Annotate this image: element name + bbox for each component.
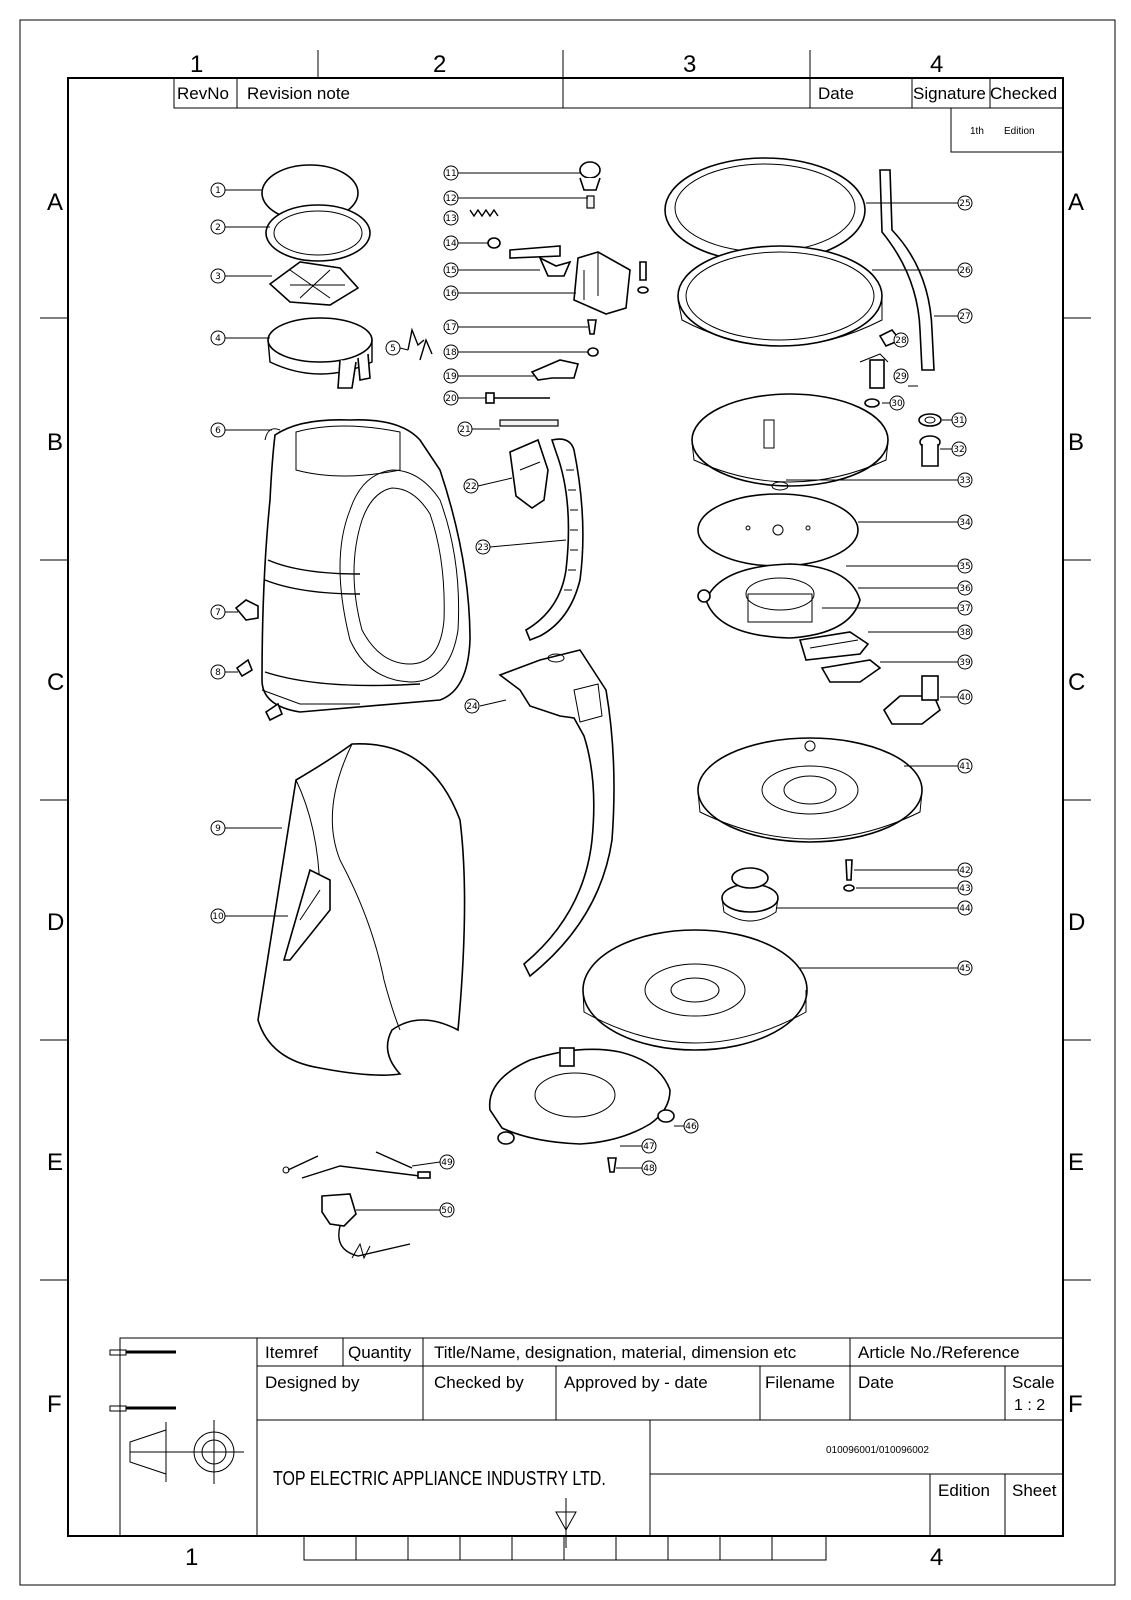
balloon-12 xyxy=(444,191,458,205)
svg-text:15: 15 xyxy=(445,266,457,276)
svg-text:16: 16 xyxy=(445,289,457,299)
part-spring xyxy=(470,210,498,216)
svg-text:35: 35 xyxy=(959,562,971,572)
grid-row-b-right: B xyxy=(1068,429,1085,456)
balloon-33 xyxy=(958,473,972,487)
part-base-screw xyxy=(846,860,852,880)
balloon-30 xyxy=(890,396,904,410)
svg-text:23: 23 xyxy=(477,543,489,553)
part-outer-shell xyxy=(258,744,465,1075)
balloon-10 xyxy=(211,909,225,923)
part-screw-small xyxy=(640,262,646,280)
svg-text:24: 24 xyxy=(466,702,478,712)
svg-text:5: 5 xyxy=(390,344,396,354)
balloon-43 xyxy=(958,881,972,895)
balloon-23 xyxy=(476,540,490,554)
part-fitting xyxy=(920,436,940,466)
part-contact-bracket xyxy=(822,660,880,682)
part-base-plate xyxy=(583,930,807,1050)
title-block xyxy=(120,1338,1063,1548)
company-name: TOP ELECTRIC APPLIANCE INDUSTRY LTD. xyxy=(273,1467,606,1490)
svg-text:7: 7 xyxy=(215,608,221,618)
part-rubber-foot xyxy=(658,1110,674,1122)
svg-text:31: 31 xyxy=(953,416,965,426)
svg-text:21: 21 xyxy=(459,425,471,435)
part-kettle-body xyxy=(262,420,470,712)
approved-by-label: Approved by - date xyxy=(564,1373,708,1392)
svg-text:49: 49 xyxy=(441,1158,453,1168)
balloon-7 xyxy=(211,605,225,619)
balloon-16 xyxy=(444,286,458,300)
balloon-9 xyxy=(211,821,225,835)
rev-date-header: Date xyxy=(818,84,854,103)
balloon-35 xyxy=(958,559,972,573)
balloon-13 xyxy=(444,211,458,225)
balloon-37 xyxy=(958,601,972,615)
balloon-45 xyxy=(958,961,972,975)
part-power-base xyxy=(490,1048,670,1144)
part-heating-plate xyxy=(698,494,858,566)
balloon-50 xyxy=(440,1203,454,1217)
balloon-21 xyxy=(458,422,472,436)
part-switch-bracket xyxy=(510,440,548,508)
balloon-46 xyxy=(684,1119,698,1133)
svg-text:17: 17 xyxy=(445,323,457,333)
part-switch-button xyxy=(580,162,600,190)
balloon-6 xyxy=(211,423,225,437)
balloon-39 xyxy=(958,655,972,669)
balloon-31 xyxy=(952,413,966,427)
svg-text:10: 10 xyxy=(212,912,224,922)
part-control-holder xyxy=(884,676,940,724)
balloon-28 xyxy=(894,333,908,347)
svg-text:1: 1 xyxy=(215,186,221,196)
svg-text:8: 8 xyxy=(215,668,221,678)
part-linkage xyxy=(532,360,578,380)
balloon-49 xyxy=(440,1155,454,1169)
grid-row-c-right: C xyxy=(1068,669,1086,696)
svg-text:44: 44 xyxy=(959,904,971,914)
svg-text:9: 9 xyxy=(215,824,221,834)
svg-text:46: 46 xyxy=(685,1122,697,1132)
designed-by-label: Designed by xyxy=(265,1373,360,1392)
balloon-40 xyxy=(958,690,972,704)
balloon-20 xyxy=(444,391,458,405)
svg-text:37: 37 xyxy=(959,604,971,614)
projection-symbol xyxy=(130,1420,244,1484)
drawing-number: 010096001/010096002 xyxy=(826,1445,929,1456)
svg-text:6: 6 xyxy=(215,426,221,436)
part-clip-base xyxy=(266,704,282,720)
svg-text:4: 4 xyxy=(215,334,221,344)
grid-row-e-left: E xyxy=(47,1149,64,1176)
svg-text:26: 26 xyxy=(959,266,971,276)
quantity-header: Quantity xyxy=(348,1343,412,1362)
part-base-screw-2 xyxy=(608,1158,616,1172)
part-wire-set xyxy=(283,1152,430,1178)
svg-text:11: 11 xyxy=(445,169,457,179)
balloon-42 xyxy=(958,863,972,877)
svg-text:34: 34 xyxy=(959,518,971,528)
balloon-26 xyxy=(958,263,972,277)
rev-no-header: RevNo xyxy=(177,84,229,103)
part-screw-washer xyxy=(638,287,648,293)
svg-text:18: 18 xyxy=(445,348,457,358)
grid-row-b-left: B xyxy=(47,429,64,456)
part-small-spring xyxy=(587,196,594,208)
checked-by-label: Checked by xyxy=(434,1373,524,1392)
grid-separators xyxy=(40,50,1091,1560)
grid-col-2-top: 2 xyxy=(433,51,447,78)
grid-row-d-left: D xyxy=(47,909,65,936)
part-power-cord xyxy=(322,1194,410,1258)
svg-text:14: 14 xyxy=(445,239,457,249)
part-base-housing xyxy=(698,738,922,842)
part-base-washer xyxy=(844,885,854,891)
balloon-22 xyxy=(464,479,478,493)
svg-text:48: 48 xyxy=(643,1164,655,1174)
svg-text:30: 30 xyxy=(891,399,903,409)
balloon-1 xyxy=(211,183,225,197)
svg-text:3: 3 xyxy=(215,272,221,282)
filename-label: Filename xyxy=(765,1373,835,1392)
grid-row-d-right: D xyxy=(1068,909,1086,936)
balloon-36 xyxy=(958,581,972,595)
grid-row-f-right: F xyxy=(1068,1391,1083,1418)
edition-label: Edition xyxy=(1004,126,1035,137)
svg-text:19: 19 xyxy=(445,372,457,382)
part-switch-housing xyxy=(574,252,630,314)
balloon-41 xyxy=(958,759,972,773)
balloon-18 xyxy=(444,345,458,359)
svg-text:39: 39 xyxy=(959,658,971,668)
balloon-5 xyxy=(386,341,400,355)
itemref-header: Itemref xyxy=(265,1343,318,1362)
part-oring xyxy=(588,348,598,356)
grid-row-f-left: F xyxy=(47,1391,62,1418)
checked-header: Checked xyxy=(990,84,1058,103)
svg-text:22: 22 xyxy=(465,482,477,492)
part-fitting-seal xyxy=(919,414,941,426)
balloon-11 xyxy=(444,166,458,180)
date-label: Date xyxy=(858,1373,894,1392)
edition-number: 1th xyxy=(970,126,984,137)
grid-row-c-left: C xyxy=(47,669,65,696)
part-valve xyxy=(860,354,888,388)
part-seal-ring xyxy=(678,246,882,346)
svg-text:12: 12 xyxy=(445,194,457,204)
part-clip-lower xyxy=(237,660,252,676)
part-clip-upper xyxy=(236,600,258,620)
svg-text:27: 27 xyxy=(959,312,971,322)
balloon-2 xyxy=(211,220,225,234)
grid-row-e-right: E xyxy=(1068,1149,1085,1176)
balloon-15 xyxy=(444,263,458,277)
part-lid-base xyxy=(268,318,372,388)
svg-text:40: 40 xyxy=(959,693,971,703)
article-no-header: Article No./Reference xyxy=(858,1343,1020,1362)
balloon-3 xyxy=(211,269,225,283)
balloon-48 xyxy=(642,1161,656,1175)
part-washer xyxy=(488,238,500,248)
balloon-34 xyxy=(958,515,972,529)
svg-text:36: 36 xyxy=(959,584,971,594)
balloon-47 xyxy=(642,1139,656,1153)
grid-col-1-bottom: 1 xyxy=(185,1544,199,1571)
svg-text:42: 42 xyxy=(959,866,971,876)
svg-text:50: 50 xyxy=(441,1206,453,1216)
balloon-14 xyxy=(444,236,458,250)
sheet-label: Sheet xyxy=(1012,1481,1057,1500)
balloon-25 xyxy=(958,196,972,210)
part-lid-springs xyxy=(408,330,432,360)
grid-col-4-bottom: 4 xyxy=(930,1544,944,1571)
balloon-24 xyxy=(465,699,479,713)
svg-text:38: 38 xyxy=(959,628,971,638)
svg-text:32: 32 xyxy=(953,445,965,455)
svg-text:28: 28 xyxy=(895,336,907,346)
part-strip xyxy=(500,420,558,426)
grid-row-a-right: A xyxy=(1068,189,1085,216)
part-small-seal xyxy=(865,399,879,407)
balloon-27 xyxy=(958,309,972,323)
part-screw xyxy=(588,320,596,334)
part-heating-plate-ring xyxy=(692,394,888,490)
part-handle xyxy=(500,650,614,976)
balloon-19 xyxy=(444,369,458,383)
part-release-lever xyxy=(510,246,570,276)
svg-text:41: 41 xyxy=(959,762,971,772)
svg-text:25: 25 xyxy=(959,199,971,209)
part-rubber-foot-2 xyxy=(498,1132,514,1144)
balloon-4 xyxy=(211,331,225,345)
balloon-44 xyxy=(958,901,972,915)
part-pin xyxy=(486,393,550,403)
grid-col-1-top: 1 xyxy=(190,51,204,78)
scale-label: Scale xyxy=(1012,1373,1055,1392)
part-heating-element xyxy=(698,564,860,638)
part-lid-frame xyxy=(270,262,358,305)
svg-text:29: 29 xyxy=(895,372,907,382)
balloon-17 xyxy=(444,320,458,334)
grid-col-4-top: 4 xyxy=(930,51,944,78)
title-name-header: Title/Name, designation, material, dimension etc xyxy=(434,1343,797,1362)
svg-text:13: 13 xyxy=(445,214,457,224)
part-lid-gasket xyxy=(266,205,370,261)
svg-text:2: 2 xyxy=(215,223,221,233)
balloon-38 xyxy=(958,625,972,639)
svg-text:43: 43 xyxy=(959,884,971,894)
revision-note-header: Revision note xyxy=(247,84,351,103)
balloon-29 xyxy=(894,369,908,383)
svg-text:45: 45 xyxy=(959,964,971,974)
grid-col-3-top: 3 xyxy=(683,51,697,78)
part-base-cap xyxy=(722,868,778,921)
edition-cell-label: Edition xyxy=(938,1481,990,1500)
balloon-8 xyxy=(211,665,225,679)
grid-row-a-left: A xyxy=(47,189,64,216)
balloon-32 xyxy=(952,442,966,456)
svg-text:47: 47 xyxy=(643,1142,655,1152)
scale-value: 1 : 2 xyxy=(1014,1397,1046,1414)
svg-text:33: 33 xyxy=(959,476,971,486)
svg-text:20: 20 xyxy=(445,394,457,404)
signature-header: Signature xyxy=(913,84,986,103)
